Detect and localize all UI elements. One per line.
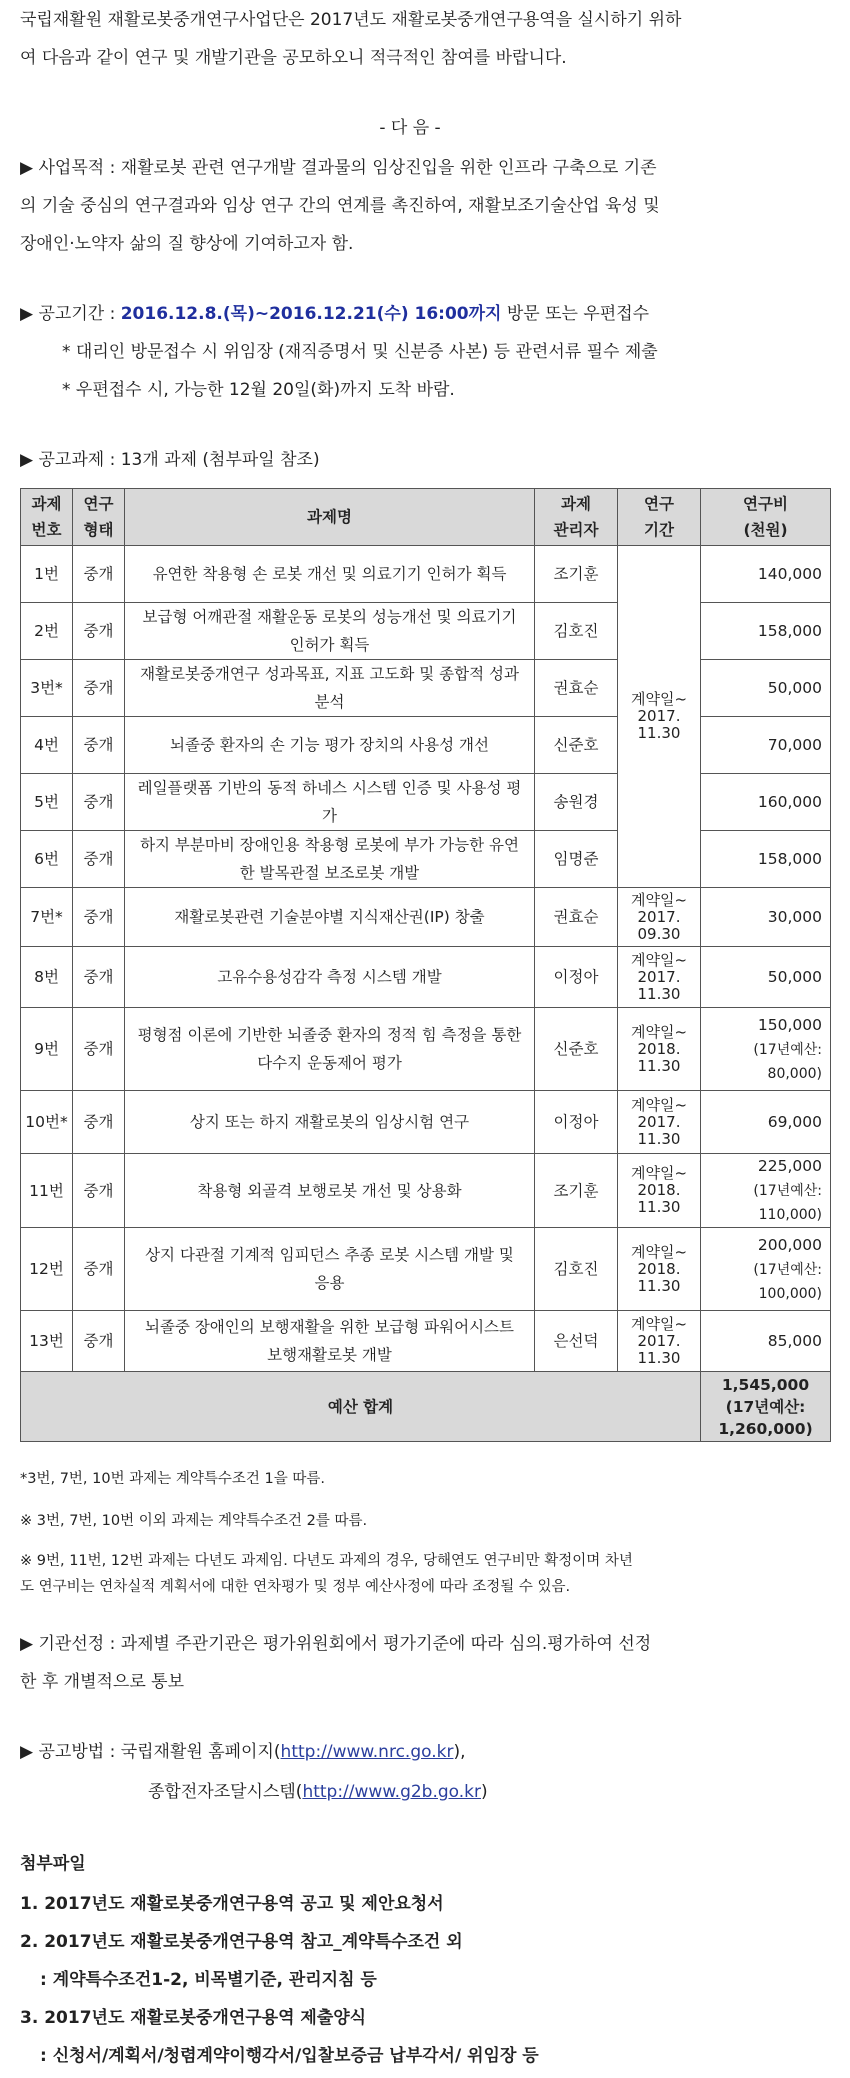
task-amount: 50,000 (701, 660, 831, 717)
note-1: *3번, 7번, 10번 과제는 계약특수조건 1을 따름. (20, 1471, 325, 1487)
task-type: 중개 (73, 774, 125, 831)
task-type: 중개 (73, 546, 125, 603)
task-type: 중개 (73, 660, 125, 717)
table-row (21, 947, 831, 1008)
table-row (21, 546, 831, 603)
attachment-subitem: : 신청서/계획서/청렴계약이행각서/입찰보증금 납부각서/ 위임장 등 (40, 2046, 539, 2066)
nrc-homepage-link[interactable]: http://www.nrc.go.kr (280, 1742, 454, 1762)
task-type: 중개 (73, 831, 125, 888)
task-no: 3번* (21, 660, 73, 717)
task-amount: 140,000 (701, 546, 831, 603)
method-label-2: 종합전자조달시스템( (148, 1782, 303, 1802)
note-3: ※ 9번, 11번, 12번 과제는 다년도 과제임. 다년도 과제의 경우, 당해연도 연구비만 확정이며 차년 (20, 1553, 633, 1569)
task-title: 재활로봇중개연구 성과목표, 지표 고도화 및 종합적 성과분석 (125, 660, 535, 717)
task-type: 중개 (73, 717, 125, 774)
method-end-1: ), (453, 1742, 466, 1762)
task-period: 계약일~ 2018. 11.30 (618, 1008, 701, 1091)
period-note-2: * 우편접수 시, 가능한 12월 20일(화)까지 도착 바람. (62, 380, 455, 400)
task-title: 뇌졸중 환자의 손 기능 평가 장치의 사용성 개선 (125, 717, 535, 774)
table-row (21, 831, 831, 888)
table-row (21, 1311, 831, 1372)
header-title: 과제명 (125, 489, 535, 546)
task-period: 계약일~ 2018. 11.30 (618, 1154, 701, 1228)
selection-line-1: ▶ 기관선정 : 과제별 주관기관은 평가위원회에서 평가기준에 따라 심의.평가하여 선정 (20, 1634, 652, 1654)
header-manager: 과제 관리자 (535, 489, 618, 546)
purpose-line-3: 장애인·노약자 삶의 질 향상에 기여하고자 함. (20, 234, 354, 254)
task-manager: 김호진 (535, 603, 618, 660)
task-period: 계약일~ 2017. 09.30 (618, 888, 701, 947)
task-amount: 69,000 (701, 1091, 831, 1154)
note-2: ※ 3번, 7번, 10번 이외 과제는 계약특수조건 2를 따름. (20, 1513, 368, 1529)
table-row (21, 1228, 831, 1311)
task-type: 중개 (73, 1154, 125, 1228)
task-type: 중개 (73, 1091, 125, 1154)
method-line-1 (20, 1734, 800, 1770)
task-no: 8번 (21, 947, 73, 1008)
task-manager: 송원경 (535, 774, 618, 831)
task-manager: 신준호 (535, 1008, 618, 1091)
task-no: 2번 (21, 603, 73, 660)
method-line-2 (148, 1774, 850, 1810)
task-amount: 158,000 (701, 603, 831, 660)
attachments-title: 첨부파일 (20, 1854, 86, 1874)
task-amount: 30,000 (701, 888, 831, 947)
attachment-subitem: : 계약특수조건1-2, 비목별기준, 관리지침 등 (40, 1970, 377, 1990)
task-manager: 이정아 (535, 1091, 618, 1154)
period-label: ▶ 공고기간 : (20, 304, 121, 324)
task-manager: 조기훈 (535, 546, 618, 603)
task-manager: 임명준 (535, 831, 618, 888)
task-period: 계약일~ 2018. 11.30 (618, 1228, 701, 1311)
attachment-item[interactable]: 3. 2017년도 재활로봇중개연구용역 제출양식 (20, 2008, 367, 2028)
task-title: 고유수용성감각 측정 시스템 개발 (125, 947, 535, 1008)
header-period: 연구 기간 (618, 489, 701, 546)
task-period: 계약일~ 2017. 11.30 (618, 1311, 701, 1372)
task-amount: 160,000 (701, 774, 831, 831)
total-label: 예산 합계 (21, 1372, 701, 1442)
note-4: 도 연구비는 연차실적 계획서에 대한 연차평가 및 정부 예산사정에 따라 조정될 수 있음. (20, 1579, 571, 1595)
task-type: 중개 (73, 1311, 125, 1372)
table-row (21, 774, 831, 831)
task-type: 중개 (73, 603, 125, 660)
period-line (20, 296, 800, 332)
task-title: 보급형 어깨관절 재활운동 로봇의 성능개선 및 의료기기 인허가 획득 (125, 603, 535, 660)
task-period: 계약일~ 2017. 11.30 (618, 1091, 701, 1154)
task-type: 중개 (73, 947, 125, 1008)
total-row (21, 1372, 831, 1442)
task-title: 평형점 이론에 기반한 뇌졸중 환자의 정적 힘 측정을 통한 다수지 운동제어 평가 (125, 1008, 535, 1091)
intro-line-2: 여 다음과 같이 연구 및 개발기관을 공모하오니 적극적인 참여를 바랍니다. (20, 48, 567, 68)
task-no: 6번 (21, 831, 73, 888)
task-no: 4번 (21, 717, 73, 774)
task-title: 뇌졸중 장애인의 보행재활을 위한 보급형 파워어시스트 보행재활로봇 개발 (125, 1311, 535, 1372)
task-manager: 김호진 (535, 1228, 618, 1311)
task-manager: 은선덕 (535, 1311, 618, 1372)
table-row (21, 1154, 831, 1228)
header-budget: 연구비 (천원) (701, 489, 831, 546)
task-no: 10번* (21, 1091, 73, 1154)
task-no: 7번* (21, 888, 73, 947)
selection-line-2: 한 후 개별적으로 통보 (20, 1672, 185, 1692)
tasks-table (20, 488, 831, 1442)
task-no: 1번 (21, 546, 73, 603)
header-type: 연구 형태 (73, 489, 125, 546)
task-title: 상지 다관절 기계적 임피던스 추종 로봇 시스템 개발 및 응용 (125, 1228, 535, 1311)
table-row (21, 888, 831, 947)
header-no: 과제 번호 (21, 489, 73, 546)
period-note-1: * 대리인 방문접수 시 위임장 (재직증명서 및 신분증 사본) 등 관련서류 필수 제출 (62, 342, 658, 362)
purpose-line-2: 의 기술 중심의 연구결과와 임상 연구 간의 연계를 촉진하여, 재활보조기술산업 육성 및 (20, 196, 660, 216)
task-amount: 158,000 (701, 831, 831, 888)
task-no: 9번 (21, 1008, 73, 1091)
period-dates: 2016.12.8.(목)~2016.12.21(수) 16:00까지 (120, 304, 502, 324)
task-manager: 권효순 (535, 888, 618, 947)
table-header-row (21, 489, 831, 546)
task-amount: 150,000 (17년예산: 80,000) (701, 1008, 831, 1091)
task-manager: 이정아 (535, 947, 618, 1008)
section-heading: - 다 음 - (379, 118, 441, 138)
attachment-item[interactable]: 1. 2017년도 재활로봇중개연구용역 공고 및 제안요청서 (20, 1894, 444, 1914)
task-amount: 200,000 (17년예산: 100,000) (701, 1228, 831, 1311)
task-title: 상지 또는 하지 재활로봇의 임상시험 연구 (125, 1091, 535, 1154)
task-title: 유연한 착용형 손 로봇 개선 및 의료기기 인허가 획득 (125, 546, 535, 603)
table-row (21, 1008, 831, 1091)
task-manager: 권효순 (535, 660, 618, 717)
task-title: 재활로봇관련 기술분야별 지식재산권(IP) 창출 (125, 888, 535, 947)
period-suffix: 방문 또는 우편접수 (501, 304, 650, 324)
method-end-2: ) (481, 1782, 488, 1802)
intro-line-1: 국립재활원 재활로봇중개연구사업단은 2017년도 재활로봇중개연구용역을 실시하기 위하 (20, 10, 682, 30)
task-amount: 225,000 (17년예산: 110,000) (701, 1154, 831, 1228)
task-no: 12번 (21, 1228, 73, 1311)
task-no: 5번 (21, 774, 73, 831)
task-manager: 신준호 (535, 717, 618, 774)
table-row (21, 603, 831, 660)
task-type: 중개 (73, 888, 125, 947)
task-title: 레일플랫폼 기반의 동적 하네스 시스템 인증 및 사용성 평가 (125, 774, 535, 831)
task-type: 중개 (73, 1008, 125, 1091)
tasks-label: ▶ 공고과제 : 13개 과제 (첨부파일 참조) (20, 450, 320, 470)
shared-period: 계약일~ 2017. 11.30 (618, 546, 701, 888)
task-amount: 70,000 (701, 717, 831, 774)
table-row (21, 717, 831, 774)
purpose-line-1: ▶ 사업목적 : 재활로봇 관련 연구개발 결과물의 임상진입을 위한 인프라 구축으로 기존 (20, 158, 657, 178)
task-no: 13번 (21, 1311, 73, 1372)
task-type: 중개 (73, 1228, 125, 1311)
total-amount: 1,545,000 (17년예산: 1,260,000) (701, 1372, 831, 1442)
g2b-link[interactable]: http://www.g2b.go.kr (302, 1782, 482, 1802)
method-label: ▶ 공고방법 : 국립재활원 홈페이지( (20, 1742, 281, 1762)
task-title: 하지 부분마비 장애인용 착용형 로봇에 부가 가능한 유연한 발목관절 보조로봇 개발 (125, 831, 535, 888)
task-title: 착용형 외골격 보행로봇 개선 및 상용화 (125, 1154, 535, 1228)
table-row (21, 1091, 831, 1154)
task-no: 11번 (21, 1154, 73, 1228)
task-period: 계약일~ 2017. 11.30 (618, 947, 701, 1008)
task-amount: 85,000 (701, 1311, 831, 1372)
task-manager: 조기훈 (535, 1154, 618, 1228)
task-amount: 50,000 (701, 947, 831, 1008)
attachment-item[interactable]: 2. 2017년도 재활로봇중개연구용역 참고_계약특수조건 외 (20, 1932, 463, 1952)
table-row (21, 660, 831, 717)
